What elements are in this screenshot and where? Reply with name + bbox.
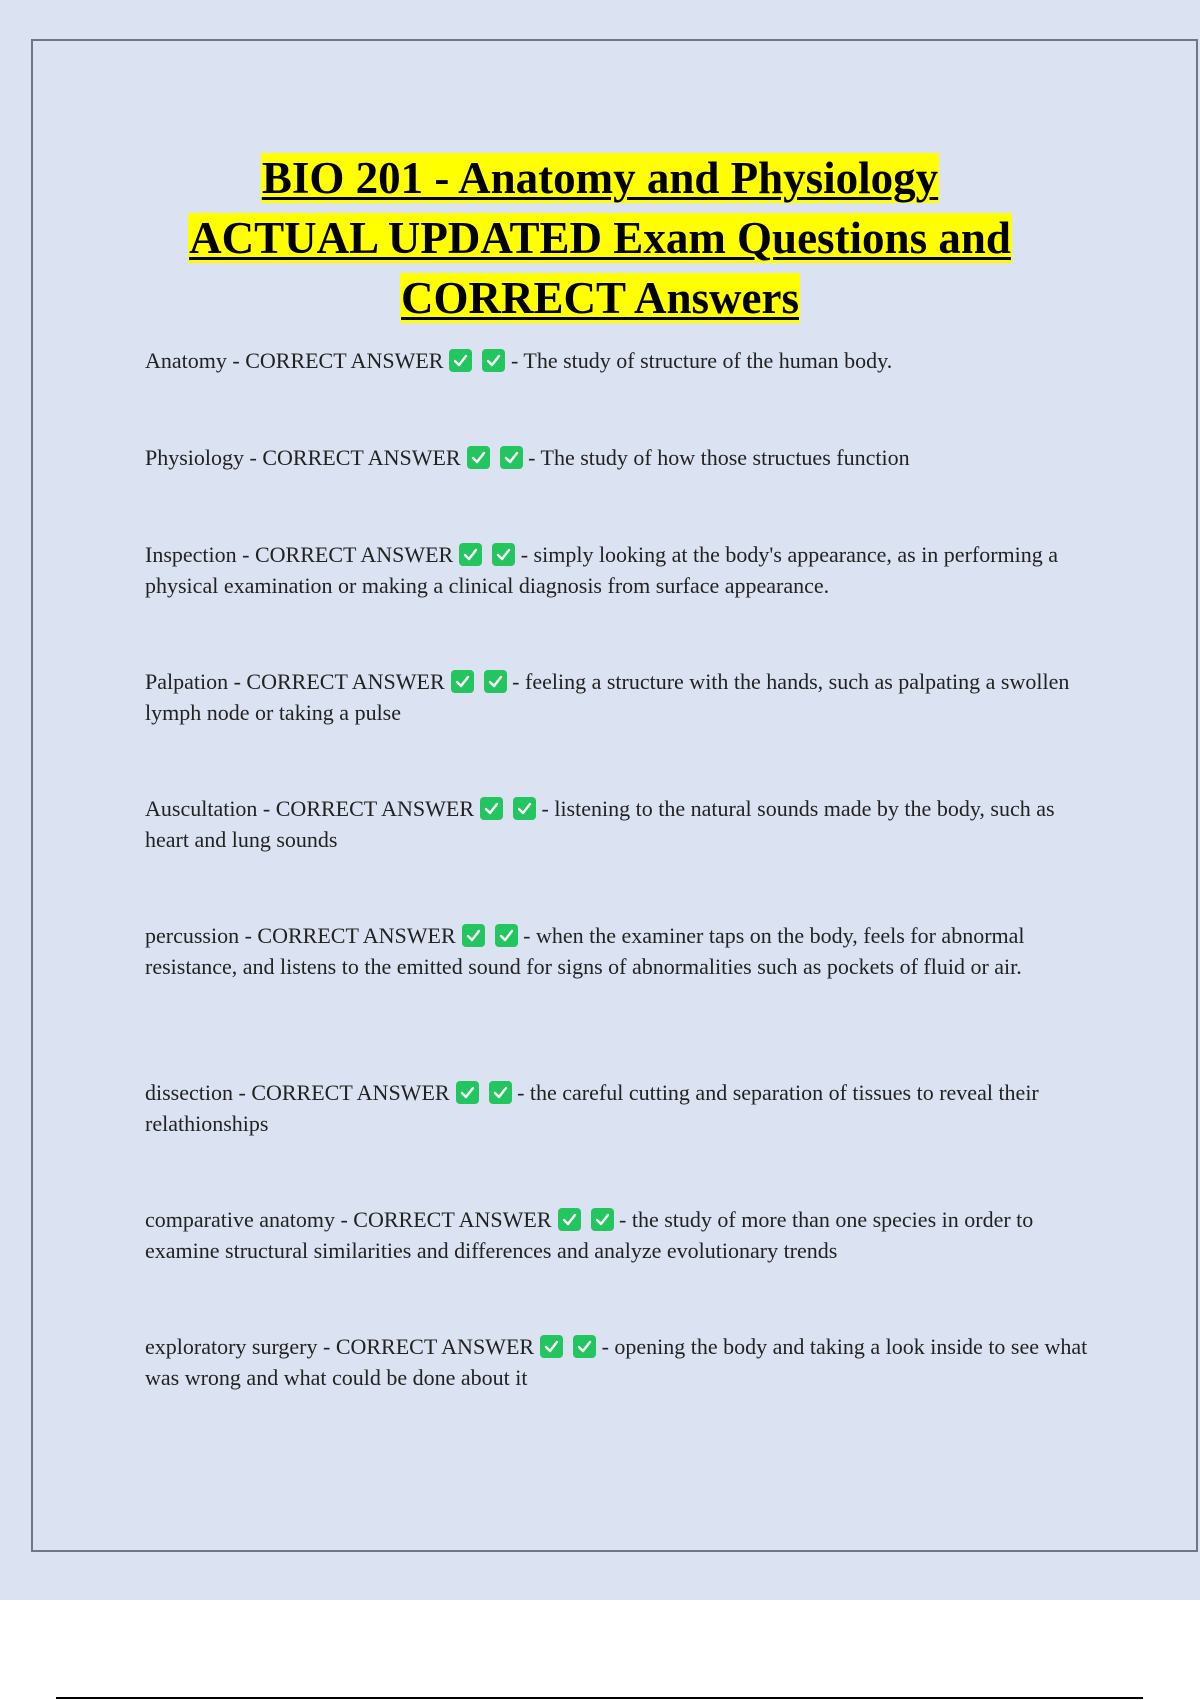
check-box-icon bbox=[456, 1081, 479, 1104]
entry-definition: - The study of how those structues function bbox=[528, 445, 910, 470]
footer-divider bbox=[56, 1697, 1143, 1699]
entry-definition: - opening the body and taking a look inside to see what was wrong and what could be done about it bbox=[145, 1334, 1088, 1390]
document-title bbox=[0, 148, 1200, 328]
check-box-icon bbox=[482, 349, 505, 372]
entry-definition: - feeling a structure with the hands, such as palpating a swollen lymph node or taking a pulse bbox=[145, 669, 1070, 725]
check-box-icon bbox=[513, 797, 536, 820]
check-box-icon bbox=[459, 543, 482, 566]
entry-comparative-anatomy bbox=[145, 1204, 1090, 1266]
entry-definition: - listening to the natural sounds made by the body, such as heart and lung sounds bbox=[145, 796, 1055, 852]
check-box-icon bbox=[492, 543, 515, 566]
entry-definition: - simply looking at the body's appearance, as in performing a physical examination or making a clinical diagnosis from surface appearance. bbox=[145, 542, 1059, 598]
entry-term: dissection - CORRECT ANSWER bbox=[145, 1080, 450, 1105]
entry-exploratory-surgery bbox=[145, 1331, 1090, 1393]
check-box-icon bbox=[495, 924, 518, 947]
entry-term: comparative anatomy - CORRECT ANSWER bbox=[145, 1207, 552, 1232]
entry-term: Palpation - CORRECT ANSWER bbox=[145, 669, 445, 694]
entry-term: Auscultation - CORRECT ANSWER bbox=[145, 796, 474, 821]
check-box-icon bbox=[462, 924, 485, 947]
entry-term: percussion - CORRECT ANSWER bbox=[145, 923, 456, 948]
entry-palpation bbox=[145, 666, 1090, 728]
entry-definition: - the careful cutting and separation of tissues to reveal their relathionships bbox=[145, 1080, 1039, 1136]
check-box-icon bbox=[500, 446, 523, 469]
entry-anatomy bbox=[145, 345, 1090, 376]
title-line-1: BIO 201 - Anatomy and Physiology bbox=[261, 153, 939, 203]
entry-inspection bbox=[145, 539, 1090, 601]
entry-term: Inspection - CORRECT ANSWER bbox=[145, 542, 454, 567]
title-line-3: CORRECT Answers bbox=[401, 273, 799, 323]
check-box-icon bbox=[591, 1208, 614, 1231]
check-box-icon bbox=[484, 670, 507, 693]
check-box-icon bbox=[449, 349, 472, 372]
check-box-icon bbox=[558, 1208, 581, 1231]
entry-definition: - The study of structure of the human body. bbox=[510, 348, 893, 373]
entry-physiology bbox=[145, 442, 1090, 473]
entry-definition: - the study of more than one species in order to examine structural similarities and differences and analyze evolutionary trends bbox=[145, 1207, 1034, 1263]
check-box-icon bbox=[480, 797, 503, 820]
check-box-icon bbox=[540, 1335, 563, 1358]
entry-term: Physiology - CORRECT ANSWER bbox=[145, 445, 461, 470]
title-line-2: ACTUAL UPDATED Exam Questions and bbox=[189, 213, 1011, 263]
check-box-icon bbox=[489, 1081, 512, 1104]
entry-definition: - when the examiner taps on the body, feels for abnormal resistance, and listens to the emitted sound for signs of abnormalities such as pockets of fluid or air. bbox=[145, 923, 1025, 979]
entry-auscultation bbox=[145, 793, 1090, 855]
check-box-icon bbox=[451, 670, 474, 693]
entry-term: exploratory surgery - CORRECT ANSWER bbox=[145, 1334, 535, 1359]
entry-percussion bbox=[145, 920, 1090, 982]
check-box-icon bbox=[573, 1335, 596, 1358]
entry-term: Anatomy - CORRECT ANSWER bbox=[145, 348, 444, 373]
entry-dissection bbox=[145, 1077, 1090, 1139]
check-box-icon bbox=[467, 446, 490, 469]
